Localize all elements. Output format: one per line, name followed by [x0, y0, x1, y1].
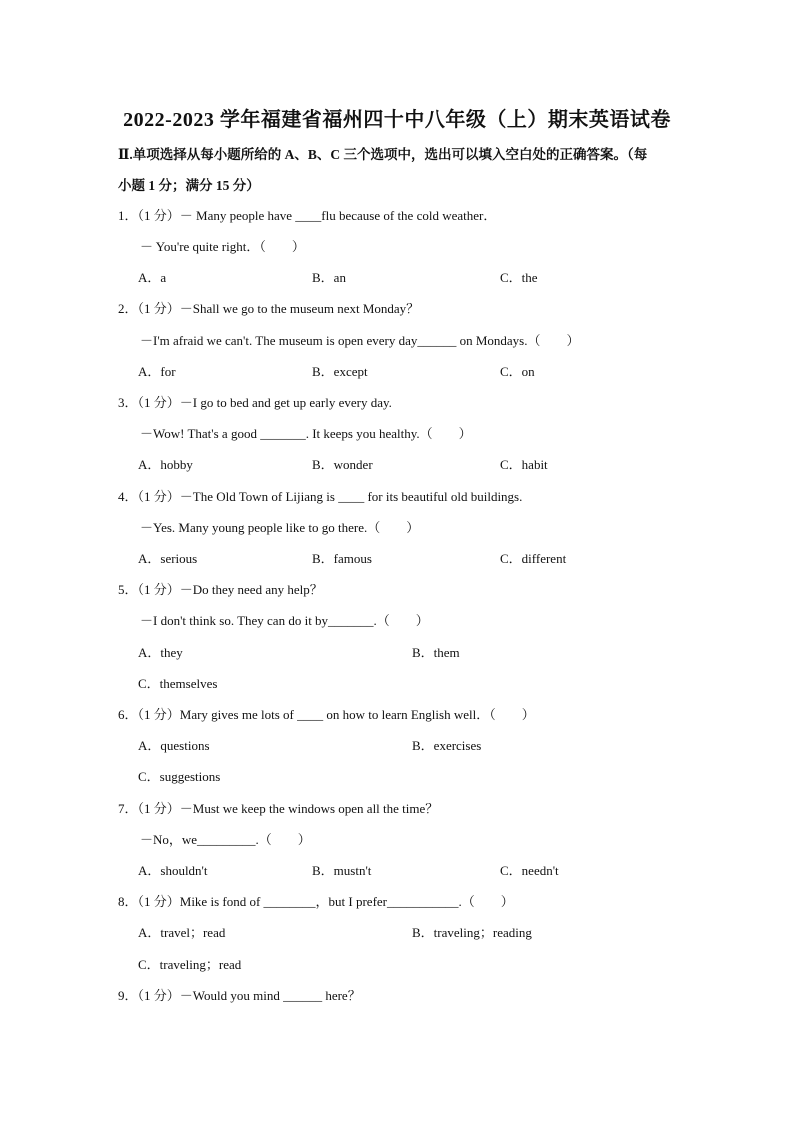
question-6 — [118, 705, 535, 725]
question-number: 8．（1 分） — [118, 894, 180, 909]
option-c[interactable]: C．themselves — [138, 676, 218, 691]
option-c[interactable]: C．needn't — [500, 863, 559, 878]
section-heading — [118, 139, 684, 201]
option-a[interactable]: A．for — [138, 364, 176, 379]
question-number: 4．（1 分） — [118, 489, 180, 504]
question-number: 5．（1 分） — [118, 582, 180, 597]
question-stem: －Must we keep the windows open all the time？ — [179, 801, 439, 816]
section-heading-line1: Ⅱ.单项选择从每小题所给的 A、B、C 三个选项中，选出可以填入空白处的正确答案。（每 — [118, 147, 648, 162]
option-b[interactable]: B．except — [312, 364, 368, 379]
question-2 — [118, 299, 419, 319]
question-1-reply: － You're quite right．（ ） — [140, 239, 305, 254]
option-b[interactable]: B．famous — [312, 551, 372, 566]
option-a[interactable]: A．a — [138, 270, 167, 285]
option-b[interactable]: B．wonder — [312, 457, 373, 472]
option-b[interactable]: B．exercises — [412, 738, 482, 753]
question-stem: －The Old Town of Lijiang is ____ for its beautiful old buildings. — [179, 489, 523, 504]
question-stem: Mike is fond of ________，but I prefer___________.（ ） — [179, 894, 514, 909]
option-a[interactable]: A．serious — [138, 551, 198, 566]
option-c[interactable]: C．the — [500, 270, 538, 285]
question-8 — [118, 892, 514, 912]
question-1 — [118, 206, 496, 226]
question-stem: －I go to bed and get up early every day. — [179, 395, 392, 410]
question-5 — [118, 580, 323, 600]
option-c[interactable]: C．suggestions — [138, 769, 221, 784]
question-number: 9．（1 分） — [118, 988, 180, 1003]
question-stem: － Many people have ____flu because of the cold weather． — [179, 208, 497, 223]
question-number: 2．（1 分） — [118, 301, 180, 316]
question-number: 1．（1 分） — [118, 208, 180, 223]
question-stem: －Shall we go to the museum next Monday？ — [179, 301, 420, 316]
question-stem: －Would you mind ______ here？ — [179, 988, 361, 1003]
option-a[interactable]: A．hobby — [138, 457, 193, 472]
option-b[interactable]: B．an — [312, 270, 346, 285]
option-a[interactable]: A．shouldn't — [138, 863, 208, 878]
question-3-reply: －Wow! That's a good _______. It keeps you healthy.（ ） — [140, 426, 472, 441]
question-number: 3．（1 分） — [118, 395, 180, 410]
question-2-reply: －I'm afraid we can't. The museum is open every day______ on Mondays.（ ） — [140, 333, 580, 348]
option-c[interactable]: C．on — [500, 364, 535, 379]
question-number: 7．（1 分） — [118, 801, 180, 816]
section-heading-line2: 小题 1 分；满分 15 分） — [118, 178, 260, 193]
question-7 — [118, 799, 438, 819]
question-9 — [118, 986, 361, 1006]
question-4-reply: －Yes. Many young people like to go there.（ ） — [140, 520, 420, 535]
option-b[interactable]: B．mustn't — [312, 863, 372, 878]
question-4 — [118, 487, 522, 507]
option-a[interactable]: A．they — [138, 645, 183, 660]
option-b[interactable]: B．them — [412, 645, 460, 660]
page-title: 2022-2023 学年福建省福州四十中八年级（上）期末英语试卷 — [123, 109, 671, 131]
question-stem: Mary gives me lots of ____ on how to learn English well．（ ） — [179, 707, 535, 722]
question-stem: －Do they need any help？ — [179, 582, 323, 597]
option-c[interactable]: C．traveling；read — [138, 957, 242, 972]
option-c[interactable]: C．habit — [500, 457, 548, 472]
option-a[interactable]: A．questions — [138, 738, 210, 753]
option-b[interactable]: B．traveling；reading — [412, 925, 532, 940]
question-3 — [118, 393, 392, 413]
question-7-reply: －No，we_________.（ ） — [140, 832, 311, 847]
question-number: 6．（1 分） — [118, 707, 180, 722]
option-a[interactable]: A．travel；read — [138, 925, 226, 940]
question-5-reply: －I don't think so. They can do it by_______.（ ） — [140, 613, 429, 628]
option-c[interactable]: C．different — [500, 551, 567, 566]
